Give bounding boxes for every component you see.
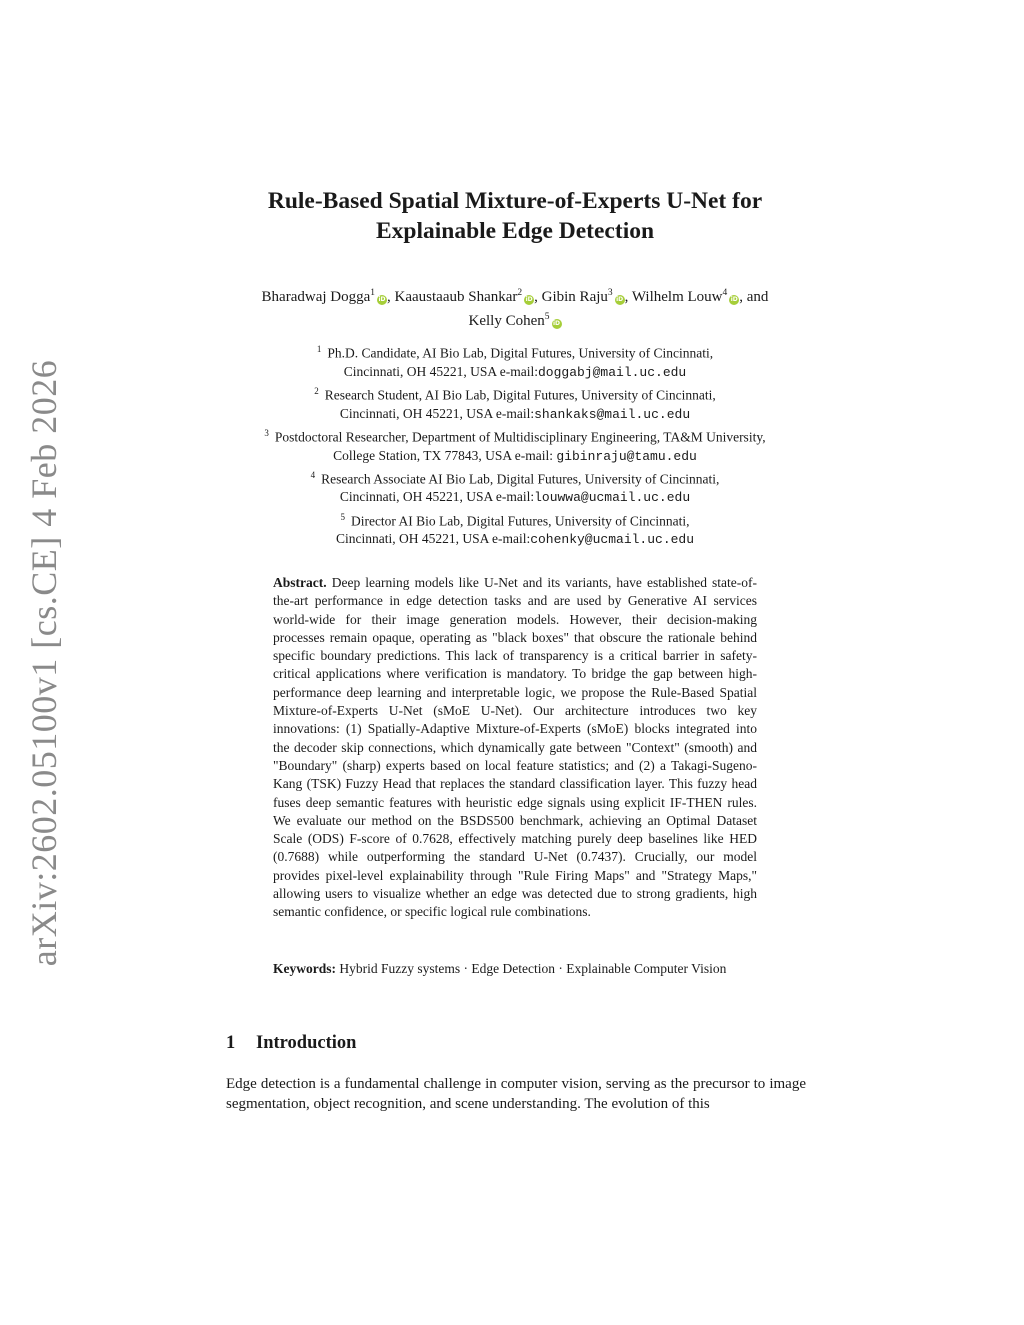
author-affiliation-marker: 2	[517, 288, 523, 298]
section-number: 1	[226, 1033, 236, 1053]
email-link[interactable]: louwwa@ucmail.uc.edu	[534, 490, 691, 506]
affiliation-line: Postdoctoral Researcher, Department of Multidisciplinary Engineering, TA&M University,	[274, 429, 766, 445]
orcid-icon[interactable]: iD	[730, 296, 738, 303]
paper-title-line-1: Rule-Based Spatial Mixture-of-Experts U-Net for	[267, 188, 763, 214]
email-link[interactable]: gibinraju@tamu.edu	[556, 448, 697, 464]
orcid-icon[interactable]: iD	[525, 296, 533, 303]
affiliation-1	[200, 340, 830, 382]
keywords	[273, 960, 757, 978]
author-separator: ,	[624, 289, 632, 305]
author-separator: , and	[739, 289, 769, 305]
affiliation-address: Cincinnati, OH 45221, USA e-mail:	[339, 405, 535, 421]
paper-title	[200, 186, 830, 246]
orcid-icon[interactable]: iD	[616, 296, 624, 303]
affiliation-marker: 5	[340, 511, 345, 522]
affiliation-marker: 3	[264, 427, 269, 438]
affiliation-5	[200, 508, 830, 550]
section-heading	[226, 1031, 356, 1055]
author-affiliation-marker: 3	[607, 288, 613, 298]
affiliation-3	[200, 424, 830, 466]
orcid-icon[interactable]: iD	[552, 320, 561, 327]
author-separator: ,	[387, 289, 395, 305]
abstract	[273, 574, 757, 922]
author-name: Kaaustaaub Shankar	[394, 289, 518, 305]
email-link[interactable]: cohenky@ucmail.uc.edu	[530, 532, 695, 548]
orcid-icon[interactable]: iD	[378, 296, 386, 303]
email-link[interactable]: shankaks@mail.uc.edu	[534, 406, 691, 422]
section-title: Introduction	[256, 1033, 357, 1053]
author-name: Wilhelm Louw	[631, 289, 723, 305]
author-line-2	[200, 307, 830, 331]
affiliation-marker: 4	[310, 469, 316, 480]
author-name: Kelly Cohen	[468, 313, 545, 329]
affiliation-4	[200, 466, 830, 508]
abstract-text: Deep learning models like U-Net and its variants, have established state-of-the-art performance in edge detection tasks and are used by Generative AI services world-wide for their image generation models. However, their decision-making processes remain opaque, operating as "black boxes" that obscure the rationale behind specific boundary predictions. This lack of transparency is a critical barrier in safety-critical applications where verification is mandatory. To bridge the gap between high-performance deep learning and interpretable logic, we propose the Rule-Based Spatial Mixture-of-Experts U-Net (sMoE U-Net). Our architecture introduces two key innovations: (1) Spatially-Adaptive Mixture-of-Experts (sMoE) blocks integrated into the decoder skip connections, which dynamically gate between "Context" (smooth) and "Boundary" (sharp) experts based on local feature statistics; and (2) a Takagi-Sugeno-Kang (TSK) Fuzzy Head that replaces the standard classification layer. This fuzzy head fuses deep semantic features with heuristic edge signals using explicit IF-THEN rules. We evaluate our method on the BSDS500 benchmark, achieving an Optimal Dataset Scale (ODS) F-score of 0.7628, effectively matching purely deep baselines like HED (0.7688) while outperforming the standard U-Net (0.7437). Crucially, our model provides pixel-level explainability through "Rule Firing Maps" and "Strategy Maps," allowing users to visualize whether an edge was detected due to strong gradients, high semantic confidence, or specific logical rule combinations.	[273, 575, 758, 920]
keywords-label: Keywords:	[273, 961, 336, 976]
paper-title-line-2: Explainable Edge Detection	[375, 218, 655, 244]
affiliation-address: Cincinnati, OH 45221, USA e-mail:	[339, 489, 535, 505]
author-line-1	[200, 283, 830, 307]
affiliation-list	[200, 340, 830, 550]
abstract-label: Abstract.	[273, 575, 327, 590]
author-affiliation-marker: 1	[370, 288, 376, 298]
author-name: Bharadwaj Dogga	[261, 289, 371, 305]
affiliation-line: Research Student, AI Bio Lab, Digital Futures, University of Cincinnati,	[324, 387, 716, 403]
affiliation-address: Cincinnati, OH 45221, USA e-mail:	[343, 363, 538, 379]
affiliation-marker: 2	[314, 385, 319, 396]
author-affiliation-marker: 5	[544, 312, 550, 322]
introduction-paragraph: Edge detection is a fundamental challenge in computer vision, serving as the precursor to image segmentation, object recognition, and scene understanding. The evolution of this	[226, 1076, 806, 1112]
affiliation-line: Director AI Bio Lab, Digital Futures, University of Cincinnati,	[350, 513, 690, 529]
affiliation-line: Research Associate AI Bio Lab, Digital Futures, University of Cincinnati,	[321, 471, 720, 487]
affiliation-address: College Station, TX 77843, USA e-mail:	[333, 447, 557, 463]
author-list	[200, 283, 830, 331]
author-affiliation-marker: 4	[722, 288, 728, 298]
arxiv-identifier-stamp	[20, 359, 68, 966]
affiliation-address: Cincinnati, OH 45221, USA e-mail:	[335, 531, 531, 547]
author-separator: ,	[534, 289, 542, 305]
affiliation-line: Ph.D. Candidate, AI Bio Lab, Digital Futures, University of Cincinnati,	[327, 345, 714, 361]
author-name: Gibin Raju	[541, 289, 608, 305]
affiliation-2	[200, 382, 830, 424]
arxiv-identifier-text: arXiv:2602.05100v1 [cs.CE] 4 Feb 2026	[24, 359, 64, 966]
keywords-text: Hybrid Fuzzy systems · Edge Detection · Explainable Computer Vision	[339, 961, 727, 976]
affiliation-marker: 1	[316, 344, 322, 354]
email-link[interactable]: doggabj@mail.uc.edu	[538, 364, 687, 380]
